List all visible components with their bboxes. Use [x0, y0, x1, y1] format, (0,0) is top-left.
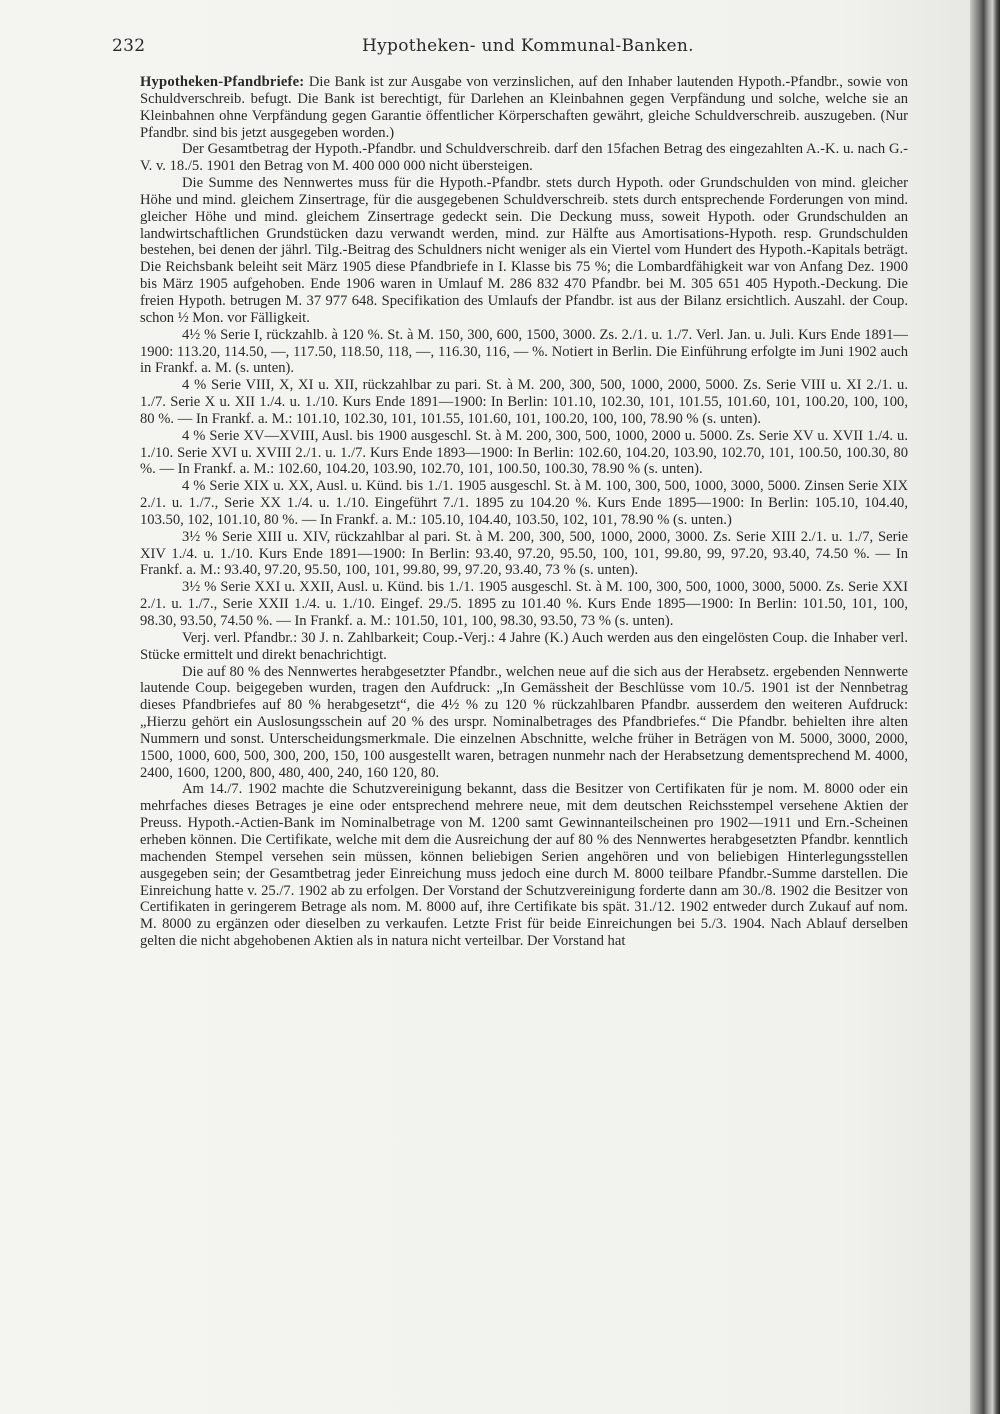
paragraph: Der Gesamtbetrag der Hypoth.-Pfandbr. und Schuldverschreib. darf den 15fachen Betrag des eingezahlten A.-K. u. nach G.-V. v. 18./5. 1901 den Betrag von M. 400 000 000 nicht übersteigen. — [140, 141, 908, 175]
running-head: Hypotheken- und Kommunal-Banken. — [362, 36, 694, 56]
paragraph — [140, 74, 908, 141]
book-spine-edge — [970, 0, 1000, 1414]
paragraph: 4 % Serie VIII, X, XI u. XII, rückzahlbar zu pari. St. à M. 200, 300, 500, 1000, 2000, 5000. Zs. Serie VIII u. XI 2./1. u. 1./7. Serie X u. XII 1./4. u. 1./10. Kurs Ende 1891—1900: In Berlin: 101.10, 102.30, 101, 101.55, 101.60, 101, 100.20, 100, 100, 80 %. — In Frankf. a. M.: 101.10, 102.30, 101, 101.55, 101.60, 101, 100.20, 100, 100, 78.90 % (s. unten). — [140, 377, 908, 427]
body-text — [140, 74, 908, 950]
page-number: 232 — [112, 36, 146, 56]
paragraph: Am 14./7. 1902 machte die Schutzvereinigung bekannt, dass die Besitzer von Certifikaten für je nom. M. 8000 oder ein mehrfaches dieses Betrages je eine oder entsprechend mehrere neue, mit dem deutschen Reichsstempel versehene Aktien der Preuss. Hypoth.-Actien-Bank im Nominalbetrage von M. 1200 samt Gewinnanteilscheinen pro 1902—1911 und Ern.-Scheinen erheben können. Die Certifikate, welche mit dem die Ausreichung der auf 80 % des Nennwertes herabgesetzten Pfandbr. kenntlich machenden Stempel versehen sein müssen, können beliebigen Serien angehören und von beliebigen Hinterlegungsstellen ausgegeben sein; der Gesamtbetrag jeder Einreichung muss jedoch eine durch M. 8000 teilbare Pfandbr.-Summe darstellen. Die Einreichung hatte v. 25./7. 1902 ab zu erfolgen. Der Vorstand der Schutzvereinigung forderte dann am 30./8. 1902 die Besitzer von Certifikaten in geringerem Betrage als nom. M. 8000 auf, ihre Certifikate bis spät. 31./12. 1902 entweder durch Zukauf auf nom. M. 8000 zu ergänzen oder dieselben zu verkaufen. Letzte Frist für beide Einreichungen bei 5./3. 1904. Nach Ablauf derselben gelten die nicht abgehobenen Aktien als in natura nicht verteilbar. Der Vorstand hat — [140, 781, 908, 950]
paragraph: Die Summe des Nennwertes muss für die Hypoth.-Pfandbr. stets durch Hypoth. oder Grundschulden von mind. gleicher Höhe und mind. gleichem Zinsertrage, für die ausgegebenen Schuldverschreib. stets durch entsprechende Forderungen von mind. gleicher Höhe und mind. gleichem Zinsertrage gedeckt sein. Die Deckung muss, soweit Hypoth. oder Grundschulden an landwirtschaftlichen Grundstücken dazu verwandt werden, mind. zur Hälfte aus Amortisations-Hypoth. resp. Grundschulden bestehen, bei denen der jährl. Tilg.-Beitrag des Schuldners nicht weniger als ein Viertel vom Hundert des Hypoth.-Kapitals beträgt. Die Reichsbank beleiht seit März 1905 diese Pfandbriefe in I. Klasse bis 75 %; die Lombardfähigkeit war von Anfang Dez. 1900 bis März 1905 aufgehoben. Ende 1906 waren in Umlauf M. 286 832 470 Pfandbr. bei M. 305 651 405 Hypoth.-Deckung. Die freien Hypoth. betrugen M. 37 977 648. Specifikation des Umlaufs der Pfandbr. ist aus der Bilanz ersichtlich. Auszahl. der Coup. schon ½ Mon. vor Fälligkeit. — [140, 175, 908, 326]
page-header — [112, 36, 912, 62]
paragraph: 4 % Serie XIX u. XX, Ausl. u. Künd. bis 1./1. 1905 ausgeschl. St. à M. 100, 300, 500, 1000, 3000, 5000. Zinsen Serie XIX 2./1. u. 1./7., Serie XX 1./4. u. 1./10. Eingeführt 7./1. 1895 zu 104.20 %. Kurs Ende 1895—1900: In Berlin: 105.10, 104.40, 103.50, 102, 101.10, 80 %. — In Frankf. a. M.: 105.10, 104.40, 103.50, 102, 101, 78.90 % (s. unten.) — [140, 478, 908, 528]
section-heading: Hypotheken-Pfandbriefe: — [140, 74, 305, 90]
paragraph: Verj. verl. Pfandbr.: 30 J. n. Zahlbarkeit; Coup.-Verj.: 4 Jahre (K.) Auch werden aus den eingelösten Coup. die Inhaber verl. Stücke ermittelt und direkt benachrichtigt. — [140, 629, 908, 663]
paragraph: 3½ % Serie XIII u. XIV, rückzahlbar al pari. St. à M. 200, 300, 500, 1000, 2000, 3000. Zs. Serie XIII 2./1. u. 1./7, Serie XIV 1./4. u. 1./10. Kurs Ende 1891—1900: In Berlin: 93.40, 97.20, 95.50, 100, 101, 99.80, 99, 97.20, 93.40, 74.50 %. — In Frankf. a. M.: 93.40, 97.20, 95.50, 100, 101, 99.80, 99, 97.20, 93.40, 73 % (s. unten). — [140, 528, 908, 579]
paragraph: 4 % Serie XV—XVIII, Ausl. bis 1900 ausgeschl. St. à M. 200, 300, 500, 1000, 2000 u. 5000. Zs. Serie XV u. XVII 1./4. u. 1./10. Serie XVI u. XVIII 2./1. u. 1./7. Kurs Ende 1893—1900: In Berlin: 102.60, 104.20, 103.90, 102.70, 101, 100.50, 100.30, 80 %. — In Frankf. a. M.: 102.60, 104.20, 103.90, 102.70, 101, 100.50, 100.30, 78.90 % (s. unten). — [140, 427, 908, 478]
paragraph: 4½ % Serie I, rückzahlb. à 120 %. St. à M. 150, 300, 600, 1500, 3000. Zs. 2./1. u. 1./7. Verl. Jan. u. Juli. Kurs Ende 1891—1900: 113.20, 114.50, —, 117.50, 118.50, 118, —, 116.30, 116, — %. Notiert in Berlin. Die Einführung erfolgte im Juni 1902 auch in Frankf. a. M. (s. unten). — [140, 326, 908, 377]
paragraph: Die auf 80 % des Nennwertes herabgesetzter Pfandbr., welchen neue auf die sich aus der Herabsetz. ergebenden Nennwerte lautende Coup. beigegeben wurden, tragen den Aufdruck: „In Gemässheit der Beschlüsse vom 10./5. 1901 ist der Nennbetrag dieses Pfandbriefes auf 80 % herabgesetzt“, die 4½ % zu 120 % rückzahlbaren Pfandbr. ausserdem den weiteren Aufdruck: „Hierzu gehört ein Auslosungsschein auf 20 % des urspr. Nominalbetrages des Pfandbriefes.“ Die Pfandbr. behielten ihre alten Nummern und sonst. Unterscheidungsmerkmale. Die einzelnen Abschnitte, welche früher in Beträgen von M. 5000, 3000, 2000, 1500, 1000, 600, 500, 300, 200, 150, 100 ausgestellt waren, betragen nunmehr nach der Herabsetzung dementsprechend M. 4000, 2400, 1600, 1200, 800, 480, 400, 240, 160 120, 80. — [140, 663, 908, 781]
paragraph: 3½ % Serie XXI u. XXII, Ausl. u. Künd. bis 1./1. 1905 ausgeschl. St. à M. 100, 300, 500, 1000, 3000, 5000. Zs. Serie XXI 2./1. u. 1./7., Serie XXII 1./4. u. 1./10. Eingef. 29./5. 1895 zu 101.40 %. Kurs Ende 1895—1900: In Berlin: 101.50, 101, 100, 98.30, 93.50, 74.50 %. — In Frankf. a. M.: 101.50, 101, 100, 98.30, 93.50, 73 % (s. unten). — [140, 579, 908, 629]
paragraph-text: Die Bank ist zur Ausgabe von verzinslichen, auf den Inhaber lautenden Hypoth.-Pfandbr., sowie von Schuldverschreib. befugt. Die Bank ist berechtigt, für Darlehen an Kleinbahnen gegen Verpfändung und solche, welche sie an Kleinbahnen ohne Verpfändung gegen Garantie öffentlicher Körperschaften gewährt, gleiche Schuldverschreib. auszugeben. (Nur Pfandbr. sind bis jetzt ausgegeben worden.) — [140, 74, 908, 141]
